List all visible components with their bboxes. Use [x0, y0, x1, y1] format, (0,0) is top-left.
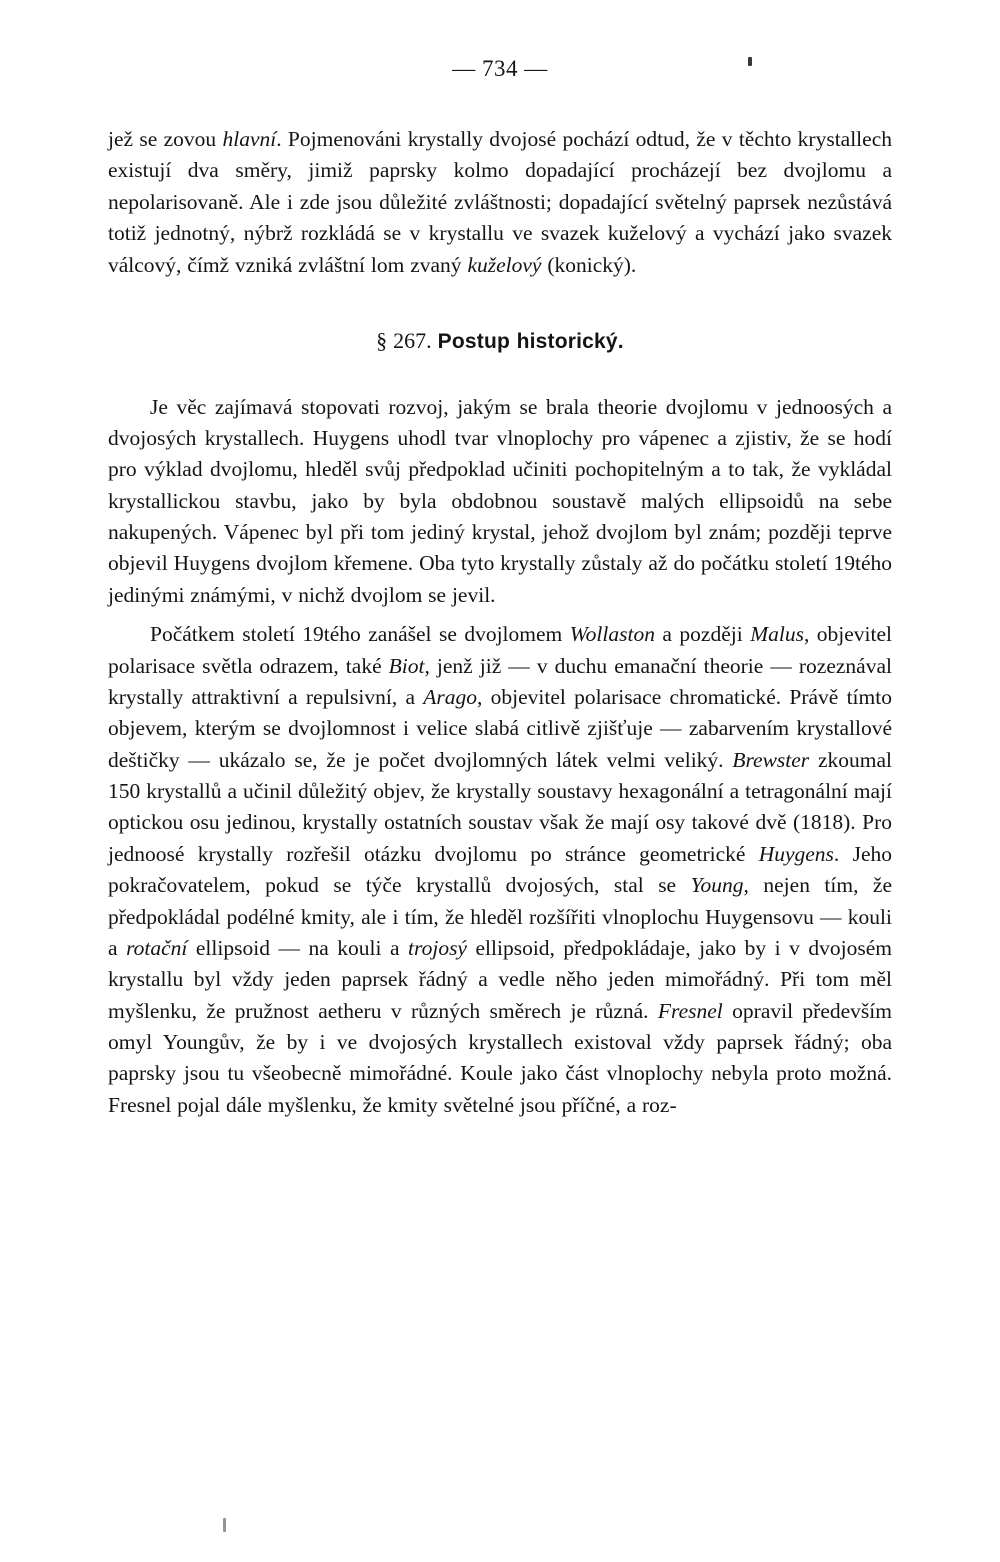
para3-s5: , objevitel polarisace chromatické. Právě tímto objevem, kterým se dvojlomnost i velice slabá citlivě zjišťuje — zabarvením krystallové deštičky — ukázalo se, že je počet dvojlomných látek velmi veliký. [108, 684, 892, 772]
para3-s10: ellipsoid, předpokládaje, jako by i v dvojosém krystallu byl vždy jeden paprsek řádný a vedle něho jeden mimořádný. Při tom měl myšlenku, že pružnost aetheru v různých směrech je různá. [108, 935, 892, 1023]
para3-s8: , nejen tím, že předpokládal podélné kmity, ale i tím, že hleděl rozšířiti vlnoplochu Huygensovu — kouli a [108, 873, 892, 960]
ink-speck [223, 1518, 226, 1532]
para3-s3: , objevitel polarisace světla odrazem, také [108, 622, 893, 678]
para3-s1: Počátkem století 19tého zanášel se dvojlomem [150, 622, 570, 647]
para3-i9: trojosý [408, 935, 467, 960]
para2-text: Je věc zajímavá stopovati rozvoj, jakým se brala theorie dvojlomu v jednoosých a dvojosých krystallech. Huygens uhodl tvar vlnoplochy pro vápenec a zjistiv, že se hodí pro výklad dvojlomu, hleděl svůj předpoklad učiniti pochopitelným a to tak, že vykládal krystallickou stavbu, jako by byla obdobnou soustavě malých ellipsoidů na sebe nakupených. Vápenec byl při tom jediný krystal, jehož dvojlom byl znám; později teprve objevil Huygens dvojlom křemene. Oba tyto krystally zůstaly až do počátku století 19tého jedinými známými, v nichž dvojlom se jevil. [108, 394, 892, 607]
section-number: § 267. [376, 327, 432, 353]
body-text [108, 124, 892, 1121]
para1-lead-italic: hlavní [222, 127, 277, 151]
para3-i8: rotační [126, 935, 188, 960]
para3-i10: Fresnel [657, 998, 723, 1023]
para3-s4: , jenž již — v duchu emanační theorie — rozeznával krystally attraktivní a repulsivní, a [108, 653, 892, 709]
para3-s9: ellipsoid — na kouli a [187, 935, 409, 960]
para1-after: . Pojmenováni krystally dvojosé pochází odtud, že v těchto krystallech existují dva směry, jimiž paprsky kolmo dopadající procházejí bez dvojlomu a nepolarisovaně. Ale i zde jsou důležité zvláštnosti; dopadající světelný paprsek nezůstává totiž jednotný, nýbrž rozkládá se v krystallu ve svazek kuželový a vychází jako svazek válcový, čímž vzniká zvláštní lom zvaný [108, 127, 892, 277]
section-heading [108, 325, 892, 358]
para3-s11: opravil především omyl Youngův, že by i ve dvojosých krystallech existoval vždy paprsek řádný; oba paprsky jsou tu všeobecně mimořádné. Koule jako část vlnoplochy nebyla proto možná. Fresnel pojal dále myšlenku, že kmity světelné jsou příčné, a roz- [108, 998, 892, 1117]
para3-s6: zkoumal 150 krystallů a učinil důležitý objev, že krystally soustavy hexagonální a tetragonální mají optickou osu jedinou, krystally ostatních soustav však že mají osy takové dvě (1818). Pro jednoosé krystally rozřešil otázku dvojlomu po stránce geometrické [108, 747, 892, 866]
para1-before: jež se zovou [108, 127, 223, 151]
para1-tail-italic: kuželový [467, 252, 542, 277]
para3-i7: Young [690, 873, 744, 898]
page-number: — 734 — [452, 56, 548, 81]
para3-s2: a později [654, 622, 751, 647]
para3-i2: Malus [750, 622, 804, 647]
para1-tail-after: (konický). [541, 252, 637, 277]
para3-s7: . Jeho pokračovatelem, pokud se týče krystallů dvojosých, stal se [108, 841, 892, 898]
para3-i3: Biot [388, 653, 425, 678]
para3-i4: Arago [423, 684, 478, 709]
para3-i6: Huygens [758, 841, 834, 866]
para3-i1: Wollaston [569, 622, 655, 647]
ink-speck [748, 57, 752, 66]
paragraph-2 [108, 392, 892, 612]
paragraph-1 [108, 124, 892, 281]
para3-i5: Brewster [732, 747, 810, 772]
paragraph-3 [108, 619, 892, 1121]
section-title: Postup historický. [437, 329, 624, 353]
